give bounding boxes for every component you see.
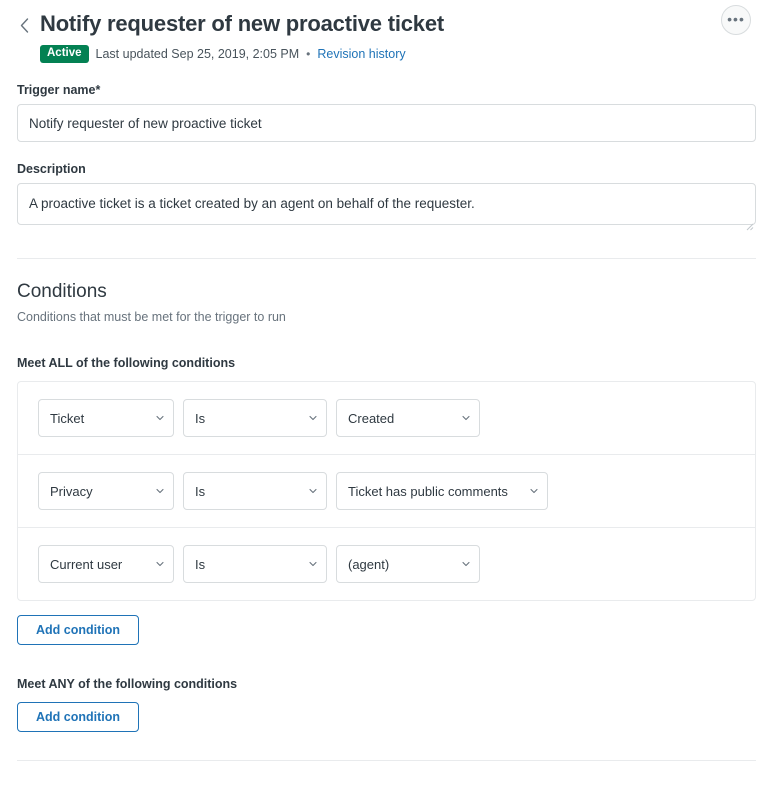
status-badge: Active xyxy=(40,45,89,63)
condition-field-value: Privacy xyxy=(50,483,93,499)
condition-value-select[interactable] xyxy=(336,545,480,583)
condition-field-select[interactable] xyxy=(38,545,174,583)
description-wrap xyxy=(17,183,756,230)
chevron-down-icon xyxy=(462,414,470,422)
condition-row xyxy=(18,455,755,528)
condition-field-select[interactable] xyxy=(38,399,174,437)
condition-operator-value: Is xyxy=(195,483,206,499)
description-field xyxy=(17,162,756,230)
page-header xyxy=(17,0,756,63)
trigger-name-input[interactable] xyxy=(17,104,756,142)
condition-field-select[interactable] xyxy=(38,472,174,510)
chevron-down-icon xyxy=(309,414,317,422)
section-divider xyxy=(17,258,756,259)
condition-value-text: (agent) xyxy=(348,556,390,572)
chevron-down-icon xyxy=(462,560,470,568)
chevron-left-icon[interactable] xyxy=(17,12,31,38)
condition-operator-value: Is xyxy=(195,410,206,426)
chevron-down-icon xyxy=(156,560,164,568)
condition-operator-select[interactable] xyxy=(183,399,327,437)
header-meta xyxy=(17,45,756,63)
meet-all-label: Meet ALL of the following conditions xyxy=(17,356,236,370)
condition-value-text: Ticket has public comments xyxy=(348,483,508,499)
condition-row xyxy=(18,382,755,455)
condition-value-text: Created xyxy=(348,410,395,426)
condition-field-value: Current user xyxy=(50,556,123,572)
add-condition-all-button[interactable]: Add condition xyxy=(17,615,139,645)
revision-history-link[interactable]: Revision history xyxy=(317,47,406,61)
conditions-heading: Conditions xyxy=(17,281,107,302)
page-title: Notify requester of new proactive ticket xyxy=(40,11,444,36)
title-row xyxy=(17,10,756,38)
bottom-divider xyxy=(17,760,756,761)
overflow-menu-label: ••• xyxy=(727,10,745,27)
condition-operator-select[interactable] xyxy=(183,472,327,510)
trigger-name-field xyxy=(17,83,756,142)
last-updated-text: Last updated Sep 25, 2019, 2:05 PM xyxy=(95,47,300,61)
chevron-down-icon xyxy=(309,487,317,495)
chevron-down-icon xyxy=(309,560,317,568)
chevron-down-icon xyxy=(156,414,164,422)
description-label: Description xyxy=(17,162,86,176)
chevron-down-icon xyxy=(156,487,164,495)
condition-operator-select[interactable] xyxy=(183,545,327,583)
conditions-subtitle: Conditions that must be met for the trigger to run xyxy=(17,310,286,324)
meet-any-label: Meet ANY of the following conditions xyxy=(17,677,238,691)
trigger-name-label: Trigger name* xyxy=(17,83,101,97)
all-conditions-list xyxy=(17,381,756,601)
description-textarea[interactable] xyxy=(17,183,756,225)
condition-field-value: Ticket xyxy=(50,410,85,426)
ellipsis-icon[interactable] xyxy=(721,5,751,35)
add-condition-any-button[interactable]: Add condition xyxy=(17,702,139,732)
condition-row xyxy=(18,528,755,600)
condition-value-select[interactable] xyxy=(336,399,480,437)
chevron-down-icon xyxy=(530,487,538,495)
condition-operator-value: Is xyxy=(195,556,206,572)
meta-separator: • xyxy=(306,47,311,61)
condition-value-select[interactable] xyxy=(336,472,548,510)
